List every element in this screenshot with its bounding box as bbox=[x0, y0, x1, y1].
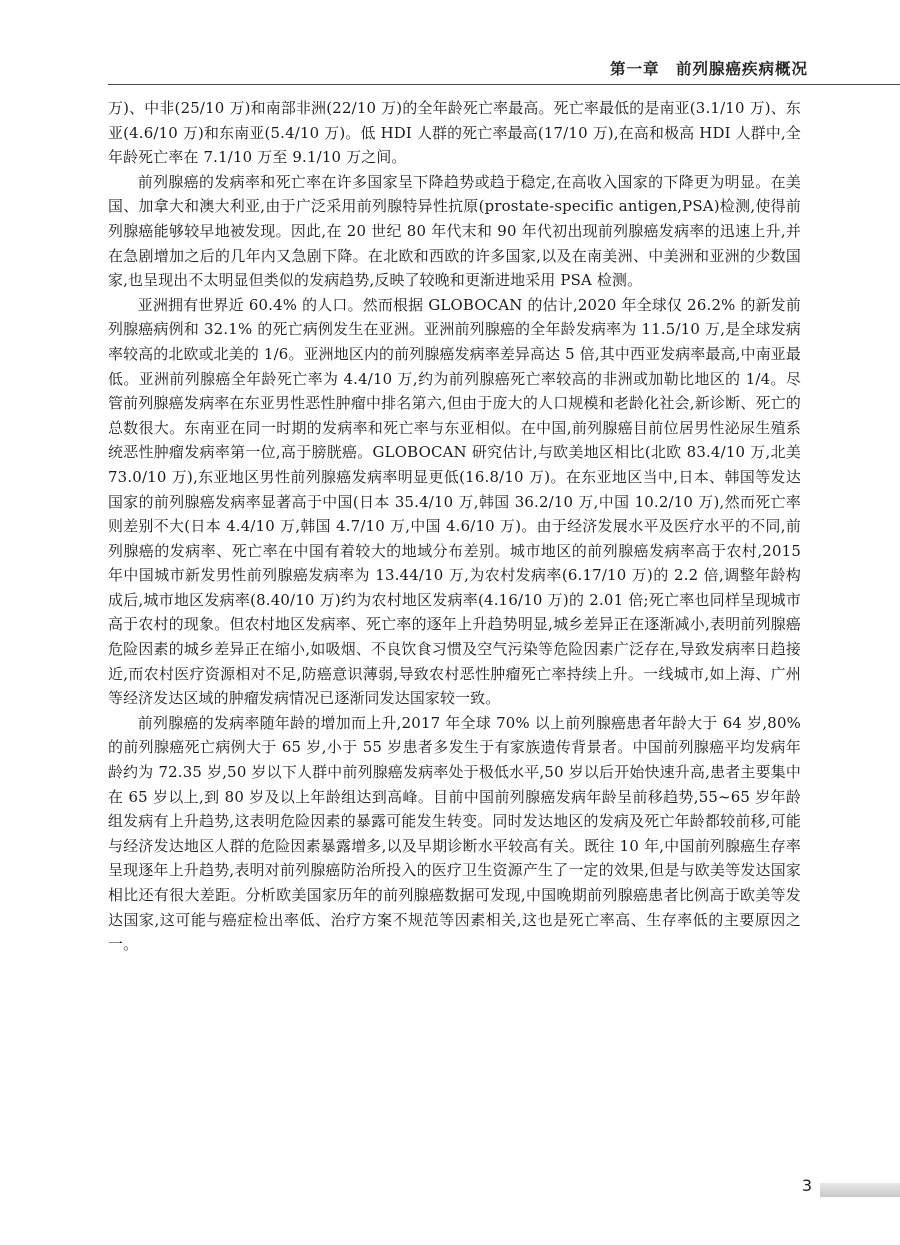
header-divider bbox=[108, 84, 900, 85]
page-number: 3 bbox=[801, 1176, 812, 1195]
paragraph-trends: 前列腺癌的发病率和死亡率在许多国家呈下降趋势或趋于稳定,在高收入国家的下降更为明显。在美国、加拿大和澳大利亚,由于广泛采用前列腺特异性抗原(prostate-specific antigen,PSA)检测,使得前列腺癌能够较早地被发现。因此,在 20 世纪 80 年代末和 90 年代初出现前列腺癌发病率的迅速上升,并在急剧增加之后的几年内又急剧下降。在北欧和西欧的许多国家,以及在南美洲、中美洲和亚洲的少数国家,也呈现出不太明显但类似的发病趋势,反映了较晚和更渐进地采用 PSA 检测。 bbox=[108, 172, 801, 290]
paragraph-asia: 亚洲拥有世界近 60.4% 的人口。然而根据 GLOBOCAN 的估计,2020 年全球仅 26.2% 的新发前列腺癌病例和 32.1% 的死亡病例发生在亚洲。亚洲前列腺癌的全年龄发病率为 11.5/10 万,是全球发病率较高的北欧或北美的 1/6。亚洲地区内的前列腺癌发病率差异高达 5 倍,其中西亚发病率最高,中南亚最低。亚洲前列腺癌全年龄死亡率为 4.4/10 万,约为前列腺癌死亡率较高的非洲或加勒比地区的 1/4。尽管前列腺癌发病率在东亚男性恶性肿瘤中排名第六,但由于庞大的人口规模和老龄化社会,新诊断、死亡的总数很大。东南亚在同一时期的发病率和死亡率与东亚相似。在中国,前列腺癌目前位居男性泌尿生殖系统恶性肿瘤发病率第一位,高于膀胱癌。GLOBOCAN 研究估计,与欧美地区相比(北欧 83.4/10 万,北美 73.0/10 万),东亚地区男性前列腺癌发病率明显更低(16.8/10 万)。在东亚地区当中,日本、韩国等发达国家的前列腺癌发病率显著高于中国(日本 35.4/10 万,韩国 36.2/10 万,中国 10.2/10 万),然而死亡率则差别不大(日本 4.4/10 万,韩国 4.7/10 万,中国 4.6/10 万)。由于经济发展水平及医疗水平的不同,前列腺癌的发病率、死亡率在中国有着较大的地域分布差别。城市地区的前列腺癌发病率高于农村,2015 年中国城市新发男性前列腺癌发病率为 13.44/10 万,为农村发病率(6.17/10 万)的 2.2 倍,调整年龄构成后,城市地区发病率(8.40/10 万)约为农村地区发病率(4.16/10 万)的 2.01 倍;死亡率也同样呈现城市高于农村的现象。但农村地区发病率、死亡率的逐年上升趋势明显,城乡差异正在逐渐减小,表明前列腺癌危险因素的城乡差异正在缩小,如吸烟、不良饮食习惯及空气污染等危险因素广泛存在,导致发病率日趋接近,而农村医疗资源相对不足,防癌意识薄弱,导致农村恶性肿瘤死亡率持续上升。一线城市,如上海、广州等经济发达区域的肿瘤发病情况已逐渐同发达国家较一致。 bbox=[108, 295, 801, 708]
paragraph-age: 前列腺癌的发病率随年龄的增加而上升,2017 年全球 70% 以上前列腺癌患者年龄大于 64 岁,80% 的前列腺癌死亡病例大于 65 岁,小于 55 岁患者多发生于有家族遗传背景者。中国前列腺癌平均发病年龄约为 72.35 岁,50 岁以下人群中前列腺癌发病率处于极低水平,50 岁以后开始快速升高,患者主要集中在 65 岁以上,到 80 岁及以上年龄组达到高峰。目前中国前列腺癌发病年龄呈前移趋势,55~65 岁年龄组发病有上升趋势,这表明危险因素的暴露可能发生转变。同时发达地区的发病及死亡年龄都较前移,可能与经济发达地区人群的危险因素暴露增多,以及早期诊断水平较高有关。既往 10 年,中国前列腺癌生存率呈现逐年上升趋势,表明对前列腺癌防治所投入的医疗卫生资源产生了一定的效果,但是与欧美等发达国家相比还有很大差距。分析欧美国家历年的前列腺癌数据可发现,中国晚期前列腺癌患者比例高于欧美等发达国家,这可能与癌症检出率低、治疗方案不规范等因素相关,这也是死亡率高、生存率低的主要原因之一。 bbox=[108, 713, 801, 954]
footer-decoration bbox=[820, 1183, 900, 1197]
chapter-title: 第一章 前列腺癌疾病概况 bbox=[609, 60, 808, 78]
page-header bbox=[0, 0, 900, 88]
body-text bbox=[108, 96, 801, 957]
paragraph-continuation: 万)、中非(25/10 万)和南部非洲(22/10 万)的全年龄死亡率最高。死亡率最低的是南亚(3.1/10 万)、东亚(4.6/10 万)和东南亚(5.4/10 万)。低 HDI 人群的死亡率最高(17/10 万),在高和极高 HDI 人群中,全年龄死亡率在 7.1/10 万至 9.1/10 万之间。 bbox=[108, 99, 801, 167]
